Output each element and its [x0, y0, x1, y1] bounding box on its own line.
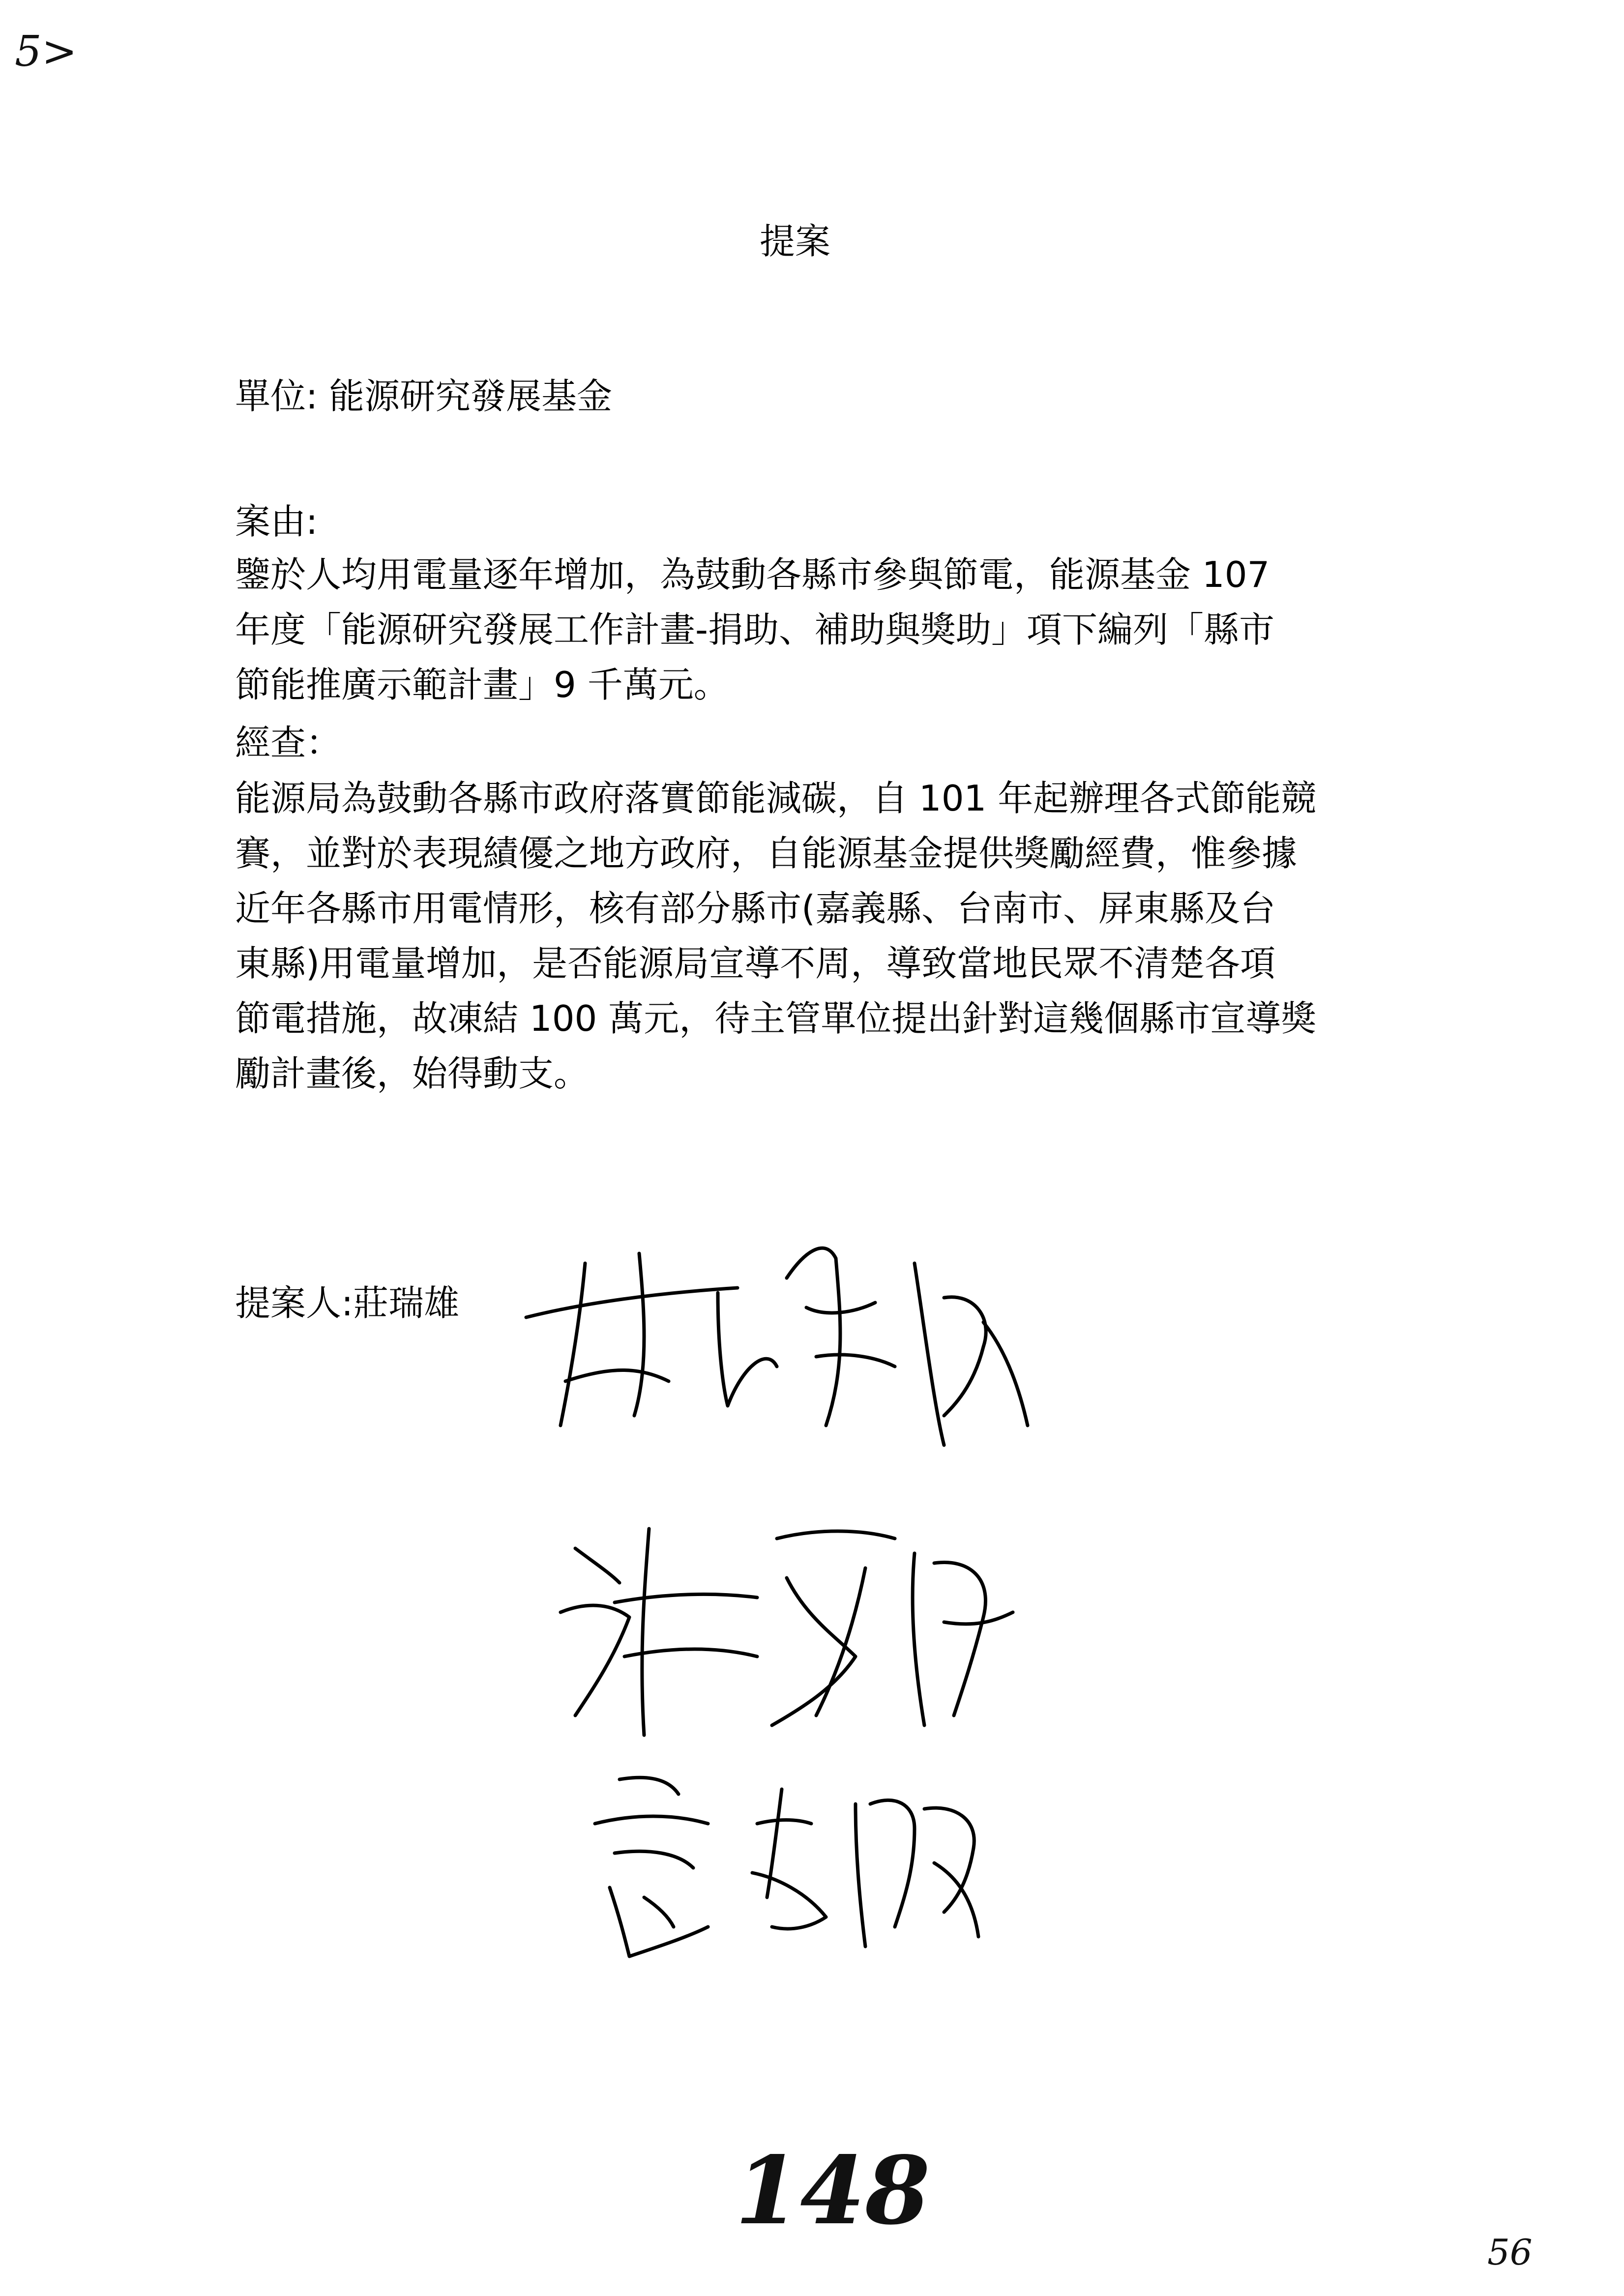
- proposer-line: 提案人:莊瑞雄: [235, 1282, 460, 1324]
- handwritten-page-number: 148: [735, 2136, 930, 2245]
- review-line: 賽，並對於表現績優之地方政府，自能源基金提供獎勵經費，惟參據: [235, 833, 1298, 874]
- review-label: 經查：: [235, 722, 342, 763]
- review-line: 節電措施，故凍結 100 萬元，待主管單位提出針對這幾個縣市宣導獎: [235, 998, 1317, 1039]
- signature-3: [580, 1750, 993, 1976]
- reason-line: 鑒於人均用電量逐年增加，為鼓動各縣市參與節電，能源基金 107: [235, 554, 1270, 595]
- document-title: 提案: [760, 221, 831, 262]
- review-line: 能源局為鼓動各縣市政府落實節能減碳，自 101 年起辦理各式節能競: [235, 778, 1317, 819]
- review-line: 東縣)用電量增加，是否能源局宣導不周，導致當地民眾不清楚各項: [235, 943, 1276, 984]
- reason-label: 案由:: [235, 501, 318, 542]
- corner-handwritten-mark: 5>: [15, 27, 77, 76]
- reason-line: 年度「能源研究發展工作計畫-捐助、補助與獎助」項下編列「縣市: [235, 609, 1274, 650]
- signature-2: [541, 1509, 1023, 1765]
- review-line: 近年各縣市用電情形，核有部分縣市(嘉義縣、台南市、屏東縣及台: [235, 888, 1276, 929]
- unit-line: 單位: 能源研究發展基金: [235, 376, 613, 417]
- handwritten-corner-number: 56: [1487, 2232, 1533, 2273]
- signature-1: [511, 1219, 1042, 1475]
- review-line: 勵計畫後，始得動支。: [235, 1053, 590, 1094]
- reason-line: 節能推廣示範計畫」9 千萬元。: [235, 664, 729, 705]
